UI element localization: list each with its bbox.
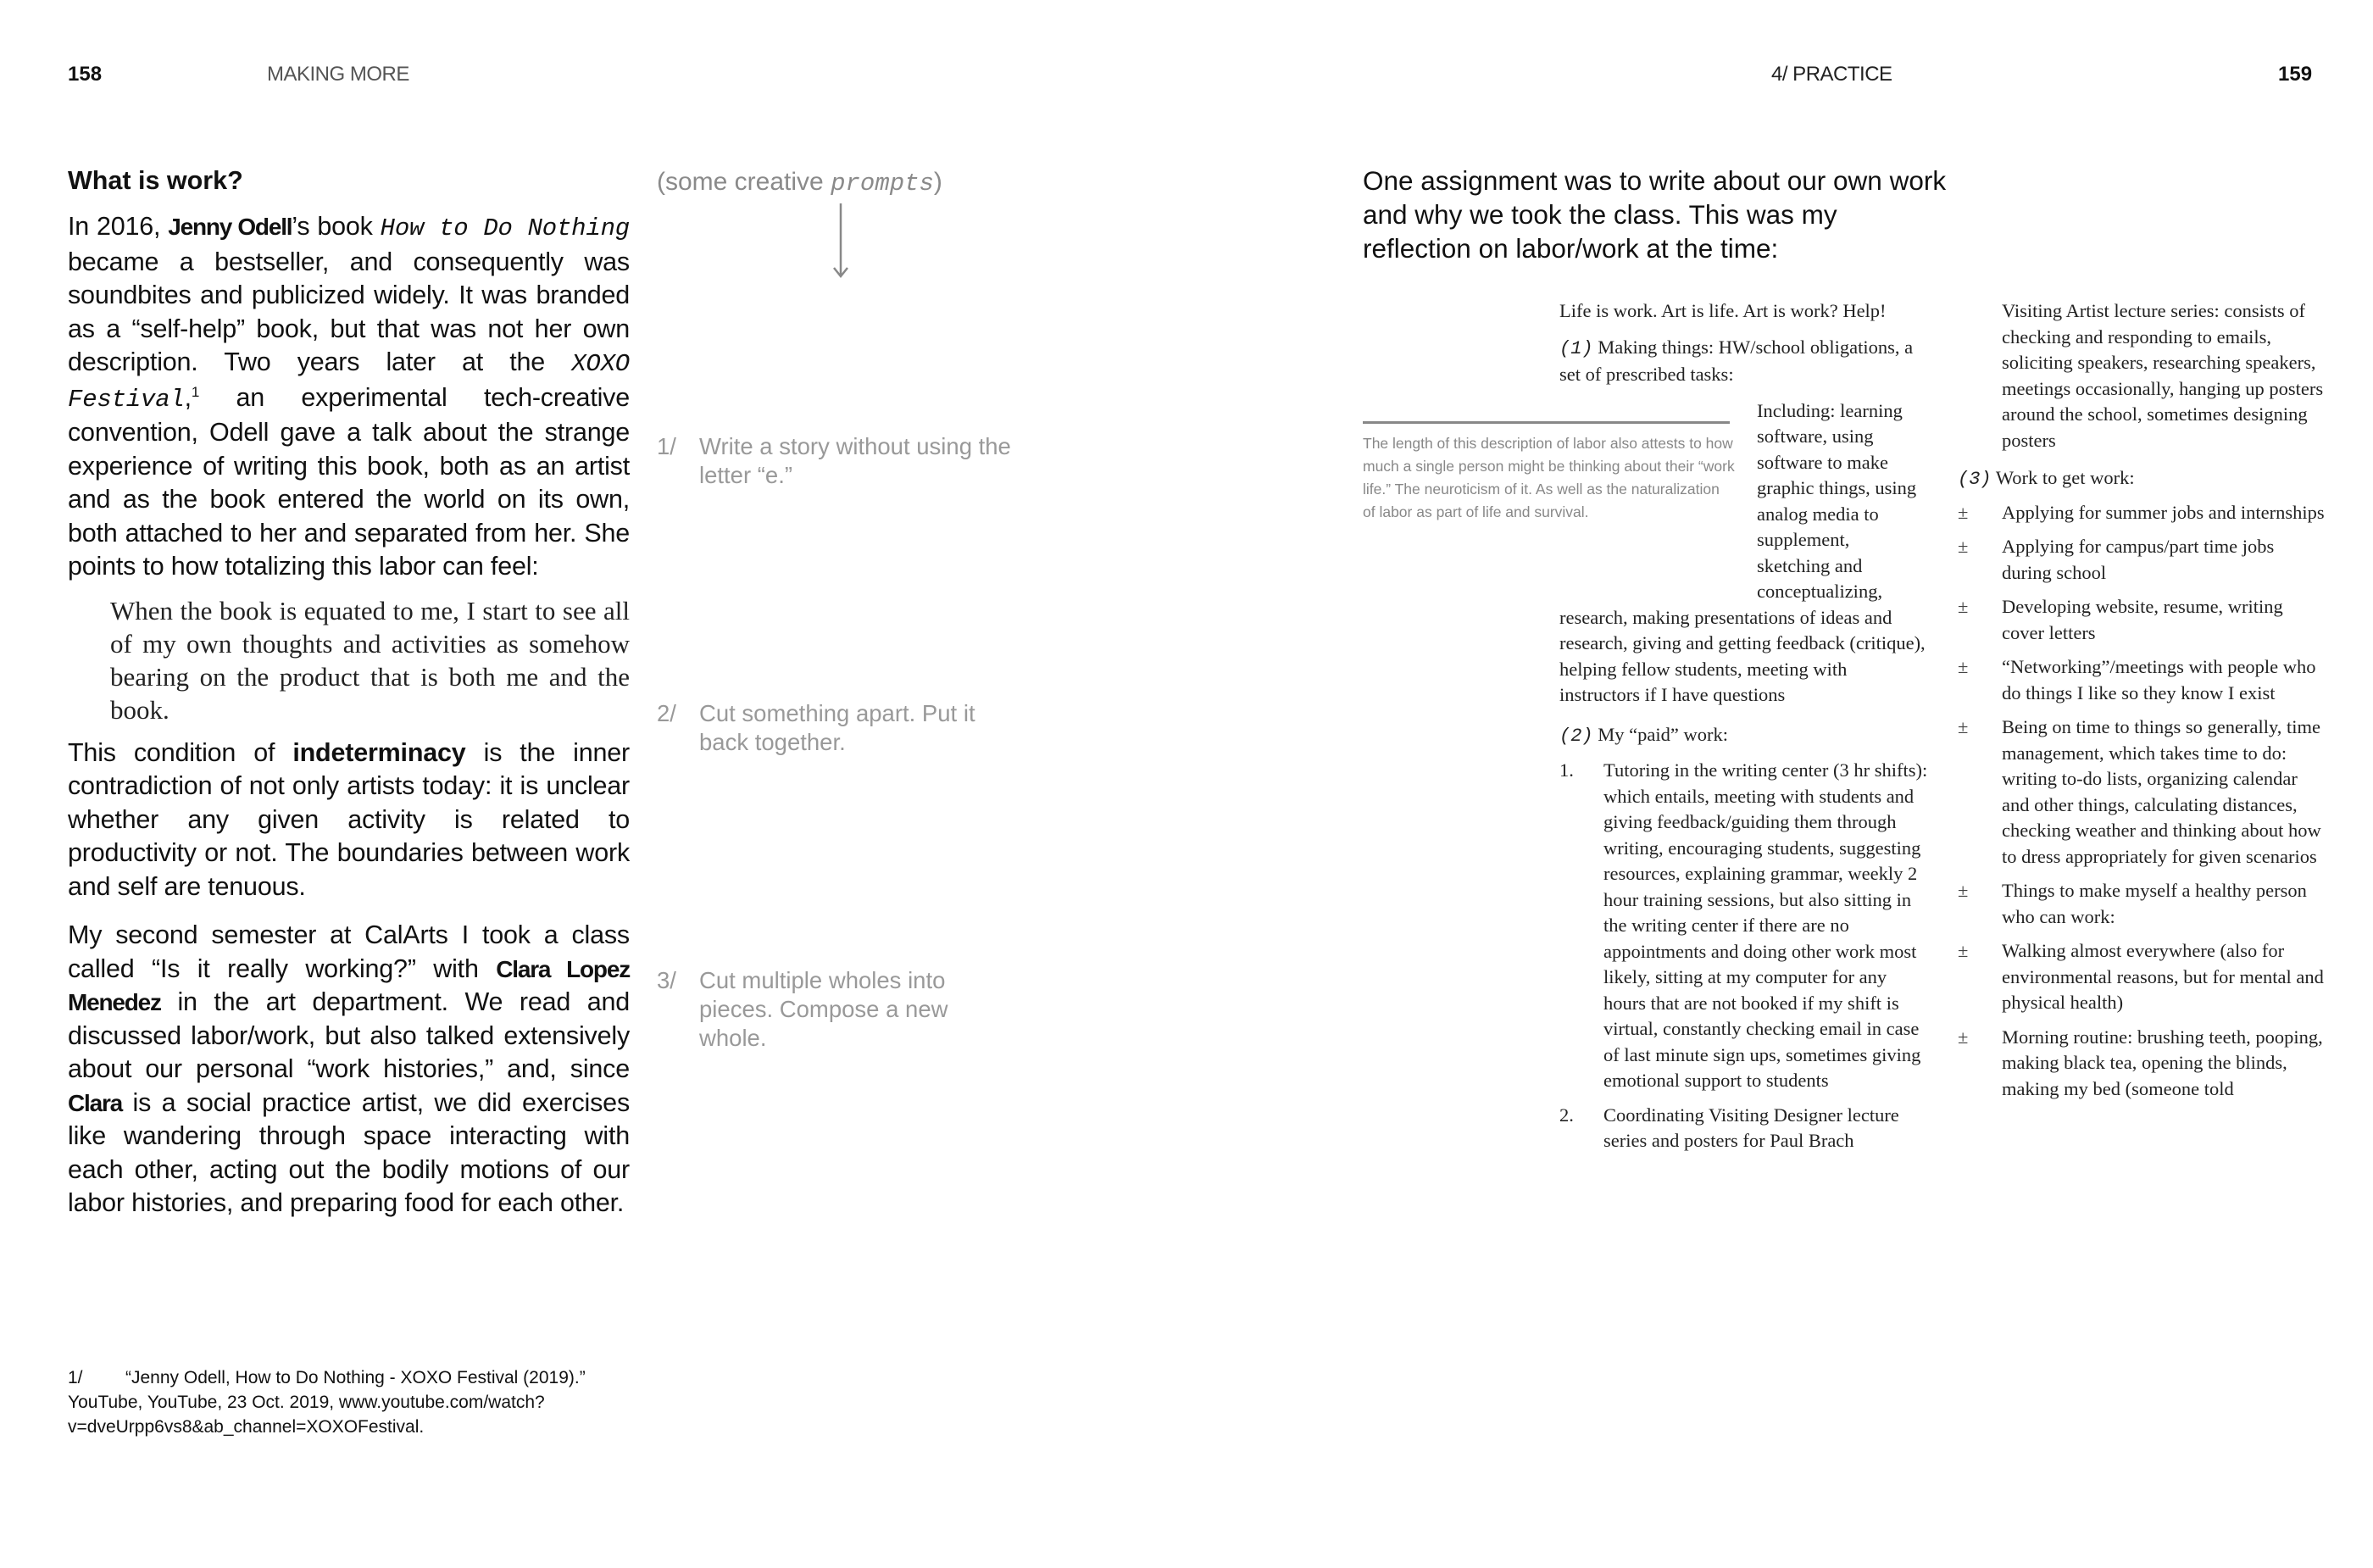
- prompt-item-3: [657, 966, 1030, 1059]
- list-item: [1559, 1103, 1930, 1154]
- plus-minus-icon: ±: [1958, 536, 1969, 557]
- page-number-right: 159: [2278, 63, 2313, 86]
- festival-name: XOXO Festival: [68, 350, 630, 414]
- plus-minus-icon: ±: [1958, 716, 1969, 737]
- text-run: an experimental tech-creative convention, Odell gave a talk about the strange experience of writing this book, both as an artist and as the book entered the world on its own, both attached to her and separated from her. She points to how totalizing this labor can feel:: [68, 382, 630, 581]
- prompt-item-1: [657, 432, 1030, 500]
- running-head-left: MAKING MORE: [267, 63, 409, 86]
- section-1: [1559, 335, 1930, 388]
- list-item: [1958, 938, 2326, 1016]
- prompt-item-2: [657, 699, 1030, 767]
- intro-paragraph: One assignment was to write about our own work and why we took the class. This was my reflection on labor/work at the time:: [1363, 165, 1947, 264]
- prompt-number: 3/: [657, 967, 676, 993]
- list-item: [1958, 1025, 2326, 1103]
- text-run: ,: [184, 382, 192, 412]
- prompt-text: Cut something apart. Put it back together.: [699, 700, 975, 755]
- list-text: “Networking”/meetings with people who do things I like so they know I exist: [2002, 656, 2316, 703]
- footnote-text: “Jenny Odell, How to Do Nothing - XOXO Festival (2019).” YouTube, YouTube, 23 Oct. 2019, www.youtube.com/watch?v=dveUrpp6vs8&ab_channel=XOXOFestival.: [68, 1368, 586, 1437]
- person-name: Clara Lopez Menedez: [68, 955, 630, 1015]
- text-run: This condition of: [68, 737, 293, 767]
- section-number: (3): [1958, 469, 1992, 490]
- plus-minus-icon: ±: [1958, 596, 1969, 617]
- list-item: [1559, 758, 1930, 1094]
- list-text: Morning routine: brushing teeth, pooping, making black tea, opening the blinds, making my bed (someone told: [2002, 1026, 2323, 1099]
- list-item: [1958, 500, 2326, 526]
- section-3: [1958, 465, 2326, 493]
- prompts-heading: [657, 168, 942, 197]
- list-text: Walking almost everywhere (also for environmental reasons, but for mental and physical health): [2002, 940, 2324, 1013]
- section-text: Making things: HW/school obligations, a set of prescribed tasks:: [1559, 336, 1914, 385]
- text-run: is a social practice artist, we did exercises like wandering through space interacting with each other, acting out the bodily motions of our labor histories, and preparing food for each other.: [68, 1087, 630, 1217]
- reflection-column-1: [1559, 298, 1930, 1154]
- text-run: ’s book: [292, 212, 381, 241]
- list-text: Applying for summer jobs and internships: [2002, 501, 2325, 523]
- section-text: Work to get work:: [1991, 467, 2135, 488]
- list-text: Developing website, resume, writing cover letters: [2002, 596, 2283, 643]
- prompts-word: prompts: [831, 170, 934, 197]
- list-text: Things to make myself a healthy person who can work:: [2002, 880, 2307, 927]
- list-text: Applying for campus/part time jobs during school: [2002, 536, 2275, 583]
- footnote: [68, 1365, 627, 1439]
- list-marker: 2.: [1559, 1104, 1574, 1126]
- list-text: Being on time to things so generally, time management, which takes time to do: writing to-do lists, organizing calendar and other things, calculating distances, checking weather and thinking about how to dress appropriately for given scenarios: [2002, 716, 2321, 867]
- text-run: became a bestseller, and consequently was soundbites and publicized widely. It was branded as a “self-help” book, but that was not her own description. Two years later at the: [68, 247, 630, 376]
- section-text: My “paid” work:: [1592, 723, 1728, 745]
- block-quote: When the book is equated to me, I start to see all of my own thoughts and activities as somehow bearing on the product that is both me and the book.: [110, 595, 630, 725]
- prompt-text: Cut multiple wholes into pieces. Compose a new whole.: [699, 967, 948, 1051]
- running-head-right: 4/ PRACTICE: [1771, 63, 1892, 86]
- continued-text: research, making presentations of ideas and research, giving and getting feedback (critique), helping fellow students, meeting with instructors if I have questions: [1559, 606, 1926, 705]
- opening-line: Life is work. Art is life. Art is work? Help!: [1559, 300, 1887, 321]
- text-run: (some creative: [657, 168, 831, 196]
- text-run: is the inner contradiction of not only artists today: it is unclear whether any given activity is related to productivity or not. The boundaries between work and self are tenuous.: [68, 737, 630, 901]
- prompt-number: 1/: [657, 433, 676, 459]
- paragraph-indeterminacy: [68, 737, 630, 904]
- main-column: [68, 210, 630, 1220]
- plus-minus-icon: ±: [1958, 880, 1969, 901]
- text-run: In 2016,: [68, 212, 169, 241]
- page-number-left: 158: [68, 63, 103, 86]
- down-arrow-icon: [831, 203, 851, 281]
- footnote-number: 1/: [68, 1368, 83, 1387]
- plus-minus-icon: ±: [1958, 656, 1969, 677]
- visiting-artist-text: Visiting Artist lecture series: consists of checking and responding to emails, soliciting speakers, researching speakers, meetings occasionally, hanging up posters around the school, sometimes designing posters: [2002, 300, 2324, 451]
- section-heading: What is work?: [68, 166, 243, 195]
- prompt-number: 2/: [657, 700, 676, 726]
- book-title: How to Do Nothing: [380, 214, 630, 242]
- paragraph-odell: [68, 210, 630, 584]
- section-2: [1559, 722, 1930, 750]
- list-text: Tutoring in the writing center (3 hr shifts): which entails, meeting with students and giving feedback/guiding them through writing, encouraging students, suggesting resources, explaining grammar, weekly 2 hour training sessions, but also sitting in the writing center if there are no appointments and doing other work most likely, sitting at my computer for any hours that are not booked if my shift is virtual, constantly checking email in case of last minute sign ups, sometimes giving emotional support to students: [1603, 759, 1928, 1091]
- section-number: (2): [1559, 725, 1593, 747]
- list-item: [1958, 878, 2326, 930]
- plus-minus-icon: ±: [1958, 501, 1969, 523]
- person-name: Clara: [68, 1089, 123, 1116]
- section-number: (1): [1559, 337, 1593, 359]
- emphasis-term: indeterminacy: [292, 737, 466, 767]
- sidenote: The length of this description of labor also attests to how much a single person might be thinking about their “work life.” The neuroticism of it. As well as the naturalization of labor as part of life and survival.: [1363, 435, 1735, 520]
- list-text: Coordinating Visiting Designer lecture series and posters for Paul Brach: [1603, 1104, 1899, 1151]
- including-text: Including: learning software, using software to make graphic things, using analog media to supplement, sketching and conceptualizing,: [1757, 399, 1917, 602]
- prompt-text: Write a story without using the letter “e.”: [699, 433, 1011, 488]
- plus-minus-icon: ±: [1958, 940, 1969, 961]
- person-name: Jenny Odell: [168, 214, 292, 240]
- list-item: [1958, 594, 2326, 646]
- list-item: [1958, 534, 2326, 586]
- text-run: My second semester at CalArts I took a class called “Is it really working?” with: [68, 920, 630, 983]
- list-item: [1958, 714, 2326, 870]
- plus-minus-icon: ±: [1958, 1026, 1969, 1048]
- reflection-column-2: [1958, 298, 2326, 1102]
- list-item: [1958, 654, 2326, 706]
- footnote-ref: 1: [191, 383, 200, 400]
- text-run: in the art department. We read and discussed labor/work, but also talked extensively about our personal “work histories,” and, since: [68, 987, 630, 1083]
- list-marker: 1.: [1559, 759, 1574, 781]
- paragraph-calarts: [68, 919, 630, 1220]
- text-run: ): [933, 168, 942, 196]
